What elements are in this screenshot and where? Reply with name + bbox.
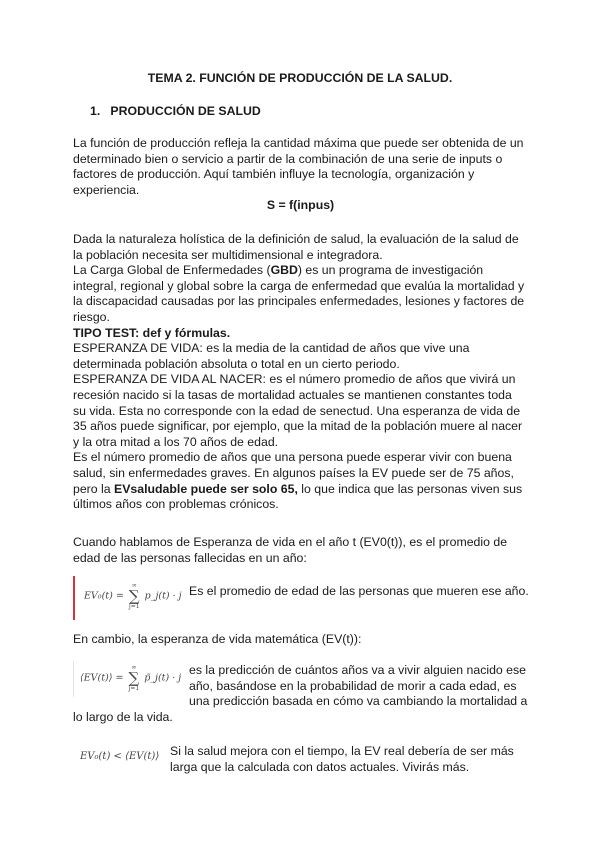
en-cambio-paragraph: En cambio, la esperanza de vida matemática (EV(t)):	[73, 632, 362, 646]
formula1-sum	[129, 582, 140, 610]
esperanza-vida-paragraph: ESPERANZA DE VIDA: es la media de la cantidad de años que vive una determinada población absoluta o total en un cierto periodo.	[73, 341, 470, 371]
section-number: 1.	[90, 104, 101, 118]
formula2-rhs: p̃_j(t) · j	[144, 672, 182, 684]
formula3-description-block	[170, 744, 532, 775]
formula1-image	[84, 582, 182, 610]
evsaludable-bold: EVsaludable puede ser solo 65,	[114, 481, 298, 496]
formula1-sigma: ∑	[128, 587, 140, 605]
formula2-sum	[128, 664, 139, 692]
formula2-image	[80, 664, 181, 692]
formula3-image: EV₀(t) < ⟨EV(t)⟩	[80, 751, 160, 762]
formula1-description: Es el promedio de edad de las personas que mueren ese año.	[189, 584, 529, 598]
section-heading-text: PRODUCCIÓN DE SALUD	[110, 104, 261, 118]
en-cambio-block	[73, 632, 528, 648]
formula2-description-block	[189, 663, 529, 710]
formula1-description-block	[189, 584, 534, 600]
gbd-acronym: GBD	[270, 263, 298, 278]
formula2-sigma: ∑	[128, 669, 140, 687]
gbd-paragraph	[73, 263, 528, 325]
formula2-description: es la predicción de cuántos años va a vivir alguien nacido ese año, basándose en la probabilidad de morir a cada edad, es una predicción basada en cómo va cambiando la mortalidad a	[189, 663, 528, 709]
formula1-upper-limit: ∞	[131, 582, 137, 589]
cuando-block	[73, 535, 528, 566]
formula2-description-tail: lo largo de la vida.	[73, 710, 173, 724]
formula2-tail-block	[73, 710, 528, 726]
formula1-rhs: p_j(t) · j	[144, 590, 182, 602]
gbd-text-before: La Carga Global de Enfermedades (	[73, 263, 271, 278]
cuando-paragraph: Cuando hablamos de Esperanza de vida en el año t (EV0(t)), es el promedio de edad de las personas fallecidas en un año:	[73, 535, 508, 565]
promedio-paragraph	[73, 450, 528, 512]
esperanza-nacer-paragraph: ESPERANZA DE VIDA AL NACER: es el número promedio de años que vivirá un recesión nacido si la tasas de mortalidad actuales se mantienen constantes toda su vida. Esta no corresponde con la edad de senectud. Una esperanza de vida de 35 años puede significar, por ejemplo, que la mitad de la población muere al nacer y la otra mitad a los 70 años de edad.	[73, 372, 523, 449]
formula3-description: Si la salud mejora con el tiempo, la EV real debería de ser más larga que la calculada con datos actuales. Vivirás más.	[170, 744, 514, 774]
section-heading	[90, 104, 261, 120]
formula1-accent-bar	[73, 576, 75, 620]
main-formula: S = f(inpus)	[266, 198, 335, 213]
gbd-text-after: ) es un programa de investigación integral, regional y global sobre la carga de enfermedad que evalúa la mortalidad y la discapacidad causadas por las principales enfermedades, lesiones y factores de riesgo.	[73, 263, 525, 324]
page-title: TEMA 2. FUNCIÓN DE PRODUCCIÓN DE LA SALUD.	[147, 71, 453, 85]
formula2-accent-bar	[73, 661, 74, 697]
tipo-test-heading: TIPO TEST: def y fórmulas.	[73, 325, 231, 340]
holistic-paragraph: Dada la naturaleza holística de la definición de salud, la evaluación de la salud de la población necesita ser multidimensional e integradora.	[73, 232, 519, 262]
promedio-text-before: Es el número promedio de años que una persona puede esperar vivir con buena salud, sin enfermedades graves. En algunos países la EV puede ser de 75 años, pero la	[73, 450, 514, 496]
formula1-lower-limit: j=1	[128, 603, 140, 610]
formula1-lhs: EV₀(t) =	[84, 590, 124, 602]
formula2-lhs: ⟨EV(t)⟩ =	[80, 672, 124, 684]
formula2-upper-limit: ∞	[131, 664, 137, 671]
promedio-text-after: lo que indica que las personas viven sus últimos años con problemas crónicos.	[73, 481, 523, 512]
body-block	[73, 232, 528, 513]
intro-paragraph: La función de producción refleja la cantidad máxima que puede ser obtenida de un determinado bien o servicio a partir de la combinación de una serie de inputs o factores de producción. Aquí también influye la tecnología, organización y experiencia.	[73, 136, 524, 197]
intro-block	[73, 136, 528, 214]
formula2-lower-limit: j=1	[128, 685, 140, 692]
